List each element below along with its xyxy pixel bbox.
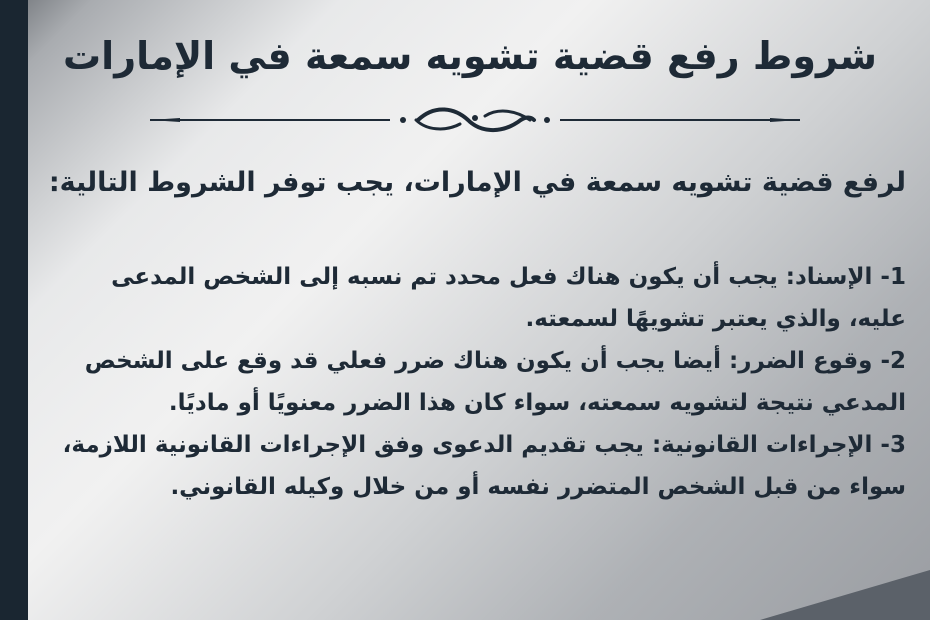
corner-accent (760, 570, 930, 620)
condition-item-3: 3- الإجراءات القانونية: يجب تقديم الدعوى وفق الإجراءات القانونية اللازمة، سواء من قبل الشخص المتضرر نفسه أو من خلال وكيله القانوني. (62, 432, 906, 500)
condition-item-2: 2- وقوع الضرر: أيضا يجب أن يكون هناك ضرر فعلي قد وقع على الشخص المدعي نتيجة لتشويه سمعته، سواء كان هذا الضرر معنويًا أو ماديًا. (84, 348, 906, 416)
intro-text: لرفع قضية تشويه سمعة في الإمارات، يجب توفر الشروط التالية: (48, 167, 906, 198)
conditions-list (48, 256, 906, 508)
page-title: شروط رفع قضية تشويه سمعة في الإمارات (62, 34, 877, 78)
condition-item-1: 1- الإسناد: يجب أن يكون هناك فعل محدد تم نسبه إلى الشخص المدعى عليه، والذي يعتبر تشويهًا لسمعته. (111, 264, 906, 332)
left-accent-bar (0, 0, 28, 620)
flourish-divider-icon (150, 100, 800, 140)
